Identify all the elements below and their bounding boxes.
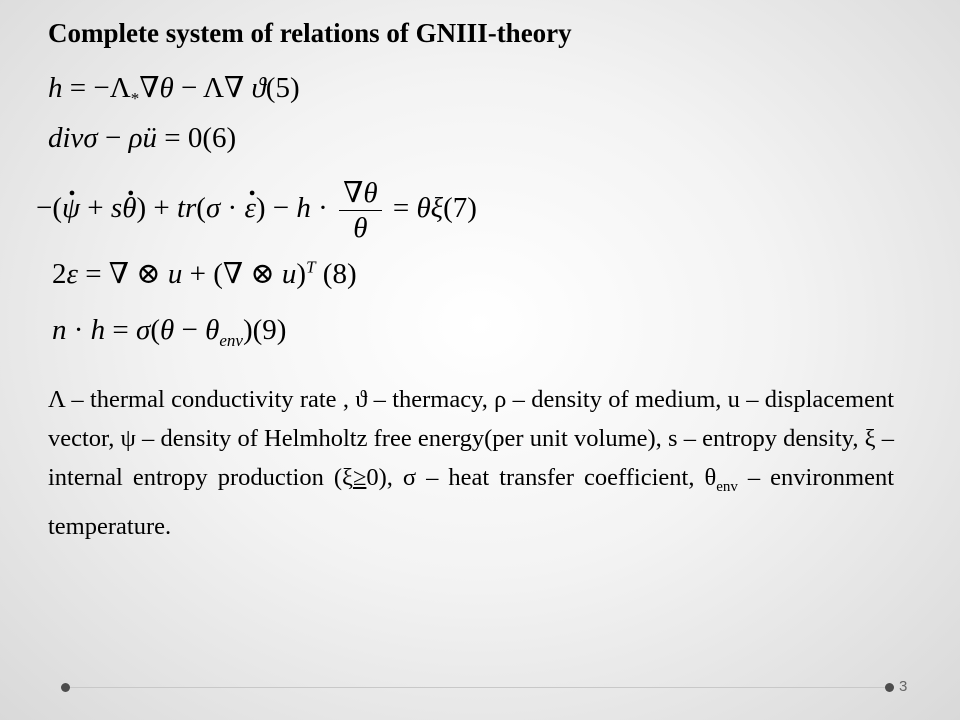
equation-9: $n \cdot h = \sigma(\theta - \theta_{env})(9)$ [52,314,287,350]
equation-number: (8) [322,258,357,290]
env-subscript: env [716,478,738,495]
description-text: 0), σ – heat transfer coefficient, θ [366,464,717,491]
equation-number: (7) [443,192,477,225]
fraction: $\frac{\nabla\theta}{\theta}$ [339,176,382,245]
description-text: Λ – thermal conductivity rate , ϑ – thermacy, ρ – density of medium, u – displacement vector, ψ – density of Helmholtz free energy(per unit volume), s – entropy density, ξ – internal entropy production (ξ [48,386,894,491]
equation-number: (5) [265,72,300,104]
footer-divider [66,687,890,688]
equation-number: (9) [252,314,287,346]
footer-bullet-left [61,683,70,692]
equation-8: 2ε = ∇ ⊗ u + (∇ ⊗ u)$^T$ (8) [52,257,357,290]
description-text: – environment temperature. [48,464,895,540]
slide-title: Complete system of relations of GNIII-theory [48,18,572,48]
greater-equal-symbol: ≥ [352,464,367,491]
variable-description [48,380,894,546]
equation-6: divσ − ρü = 0(6) [48,122,237,154]
equation-7: −(. ψ + s. θ) + tr(σ · . ε) − h · $\frac{\nabla\theta}{\theta}$ = θξ(7) [36,176,477,245]
page-number: 3 [899,678,908,695]
footer-bullet-right [885,683,894,692]
equation-5: $h = -\Lambda_*\nabla\theta - \Lambda\nabla$ ϑ(5) [48,72,300,108]
equation-number: (6) [202,122,237,154]
